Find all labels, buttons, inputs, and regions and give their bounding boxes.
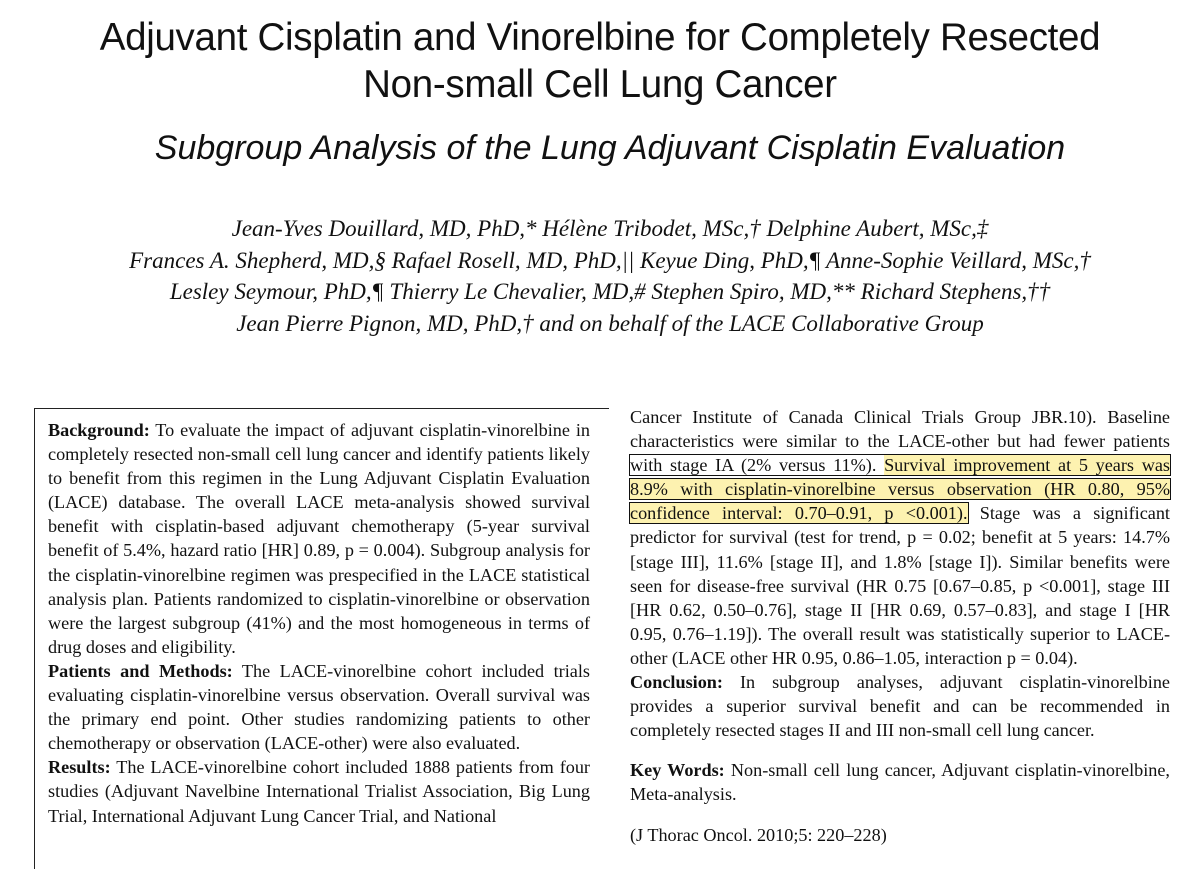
abstract-keywords bbox=[630, 758, 1170, 806]
conclusion-text: In subgroup analyses, adjuvant cisplatin-vinorelbine provides a superior survival benefit and can be recommended in completely resected stages II and III non-small cell lung cancer. bbox=[630, 672, 1170, 741]
abstract-left-column bbox=[48, 418, 590, 828]
background-heading: Background: bbox=[48, 420, 150, 440]
keywords-text: Non-small cell lung cancer, Adjuvant cisplatin-vinorelbine, Meta-analysis. bbox=[630, 760, 1170, 805]
results-boxed-plain: with stage IA (2% versus 11%). bbox=[630, 455, 885, 476]
methods-heading: Patients and Methods: bbox=[48, 660, 233, 681]
author-line: Frances A. Shepherd, MD,§ Rafael Rosell, MD, PhD,|| Keyue Ding, PhD,¶ Anne-Sophie Veillard, MSc,† bbox=[129, 247, 1091, 273]
results-heading: Results: bbox=[48, 757, 111, 778]
abstract-background bbox=[48, 418, 590, 659]
highlighted-survival-result: Survival improvement at 5 years was 8.9% with cisplatin-vinorelbine versus observation (HR 0.80, 95% confidence interval: 0.70–0.91, p <0.001). bbox=[630, 455, 1170, 524]
abstract-methods bbox=[48, 659, 590, 755]
abstract-results-start bbox=[48, 755, 590, 827]
author-line: Jean-Yves Douillard, MD, PhD,* Hélène Tribodet, MSc,† Delphine Aubert, MSc,‡ bbox=[231, 216, 989, 241]
article-title bbox=[0, 14, 1200, 108]
abstract-conclusion bbox=[630, 670, 1170, 742]
results-text-right-2: Stage was a significant predictor for survival (test for trend, p = 0.02; benefit at 5 years: 14.7% [stage III], 11.6% [stage II], and 1.8% [stage I]). Similar benefits were seen for disease-free survival (HR 0.75 [0.67–0.85, p <0.001], stage III [HR 0.62, 0.50–0.76], stage II [HR 0.69, 0.57–0.83], and stage I [HR 0.95, 0.76–1.19]). The overall result was statistically superior to LACE-other (LACE other HR 0.95, 0.86–1.05, interaction p = 0.04). bbox=[630, 503, 1170, 668]
background-text: To evaluate the impact of adjuvant cisplatin-vinorelbine in completely resected non-small cell lung cancer and identify patients likely to benefit from this regimen in the Lung Adjuvant Cisplatin Evaluation (LACE) database. The overall LACE meta-analysis showed survival benefit with cisplatin-based adjuvant chemotherapy (5-year survival benefit of 5.4%, hazard ratio [HR] 0.89, p = 0.004). Subgroup analysis for the cisplatin-vinorelbine regimen was prespecified in the LACE statistical analysis plan. Patients randomized to cisplatin-vinorelbine or observation were the largest subgroup (41%) and the most homogeneous in terms of drug doses and eligibility. bbox=[48, 420, 590, 657]
abstract-right-column bbox=[630, 405, 1170, 847]
keywords-heading: Key Words: bbox=[630, 760, 725, 781]
title-line-2: Non-small Cell Lung Cancer bbox=[363, 63, 837, 106]
title-line-1: Adjuvant Cisplatin and Vinorelbine for Completely Resected bbox=[99, 16, 1101, 59]
article-subtitle: Subgroup Analysis of the Lung Adjuvant Cisplatin Evaluation bbox=[154, 129, 1066, 167]
author-line: Lesley Seymour, PhD,¶ Thierry Le Chevalier, MD,# Stephen Spiro, MD,** Richard Stephens,†† bbox=[169, 279, 1051, 304]
abstract-results-continued bbox=[630, 405, 1170, 670]
results-text-left: The LACE-vinorelbine cohort included 1888 patients from four studies (Adjuvant Navelbine International Trialist Association, Big Lung Trial, International Adjuvant Lung Cancer Trial, and National bbox=[48, 757, 590, 826]
conclusion-heading: Conclusion: bbox=[630, 672, 723, 693]
results-text-right-1: Cancer Institute of Canada Clinical Trials Group JBR.10). Baseline characteristics were similar to the LACE-other but had fewer patients bbox=[630, 407, 1170, 452]
journal-citation: (J Thorac Oncol. 2010;5: 220–228) bbox=[630, 824, 887, 845]
author-list bbox=[0, 213, 1200, 339]
methods-text: The LACE-vinorelbine cohort included trials evaluating cisplatin-vinorelbine versus observation. Overall survival was the primary end point. Other studies randomizing patients to other chemotherapy or observation (LACE-other) were also evaluated. bbox=[48, 660, 590, 754]
author-line: Jean Pierre Pignon, MD, PhD,† and on behalf of the LACE Collaborative Group bbox=[236, 310, 984, 336]
